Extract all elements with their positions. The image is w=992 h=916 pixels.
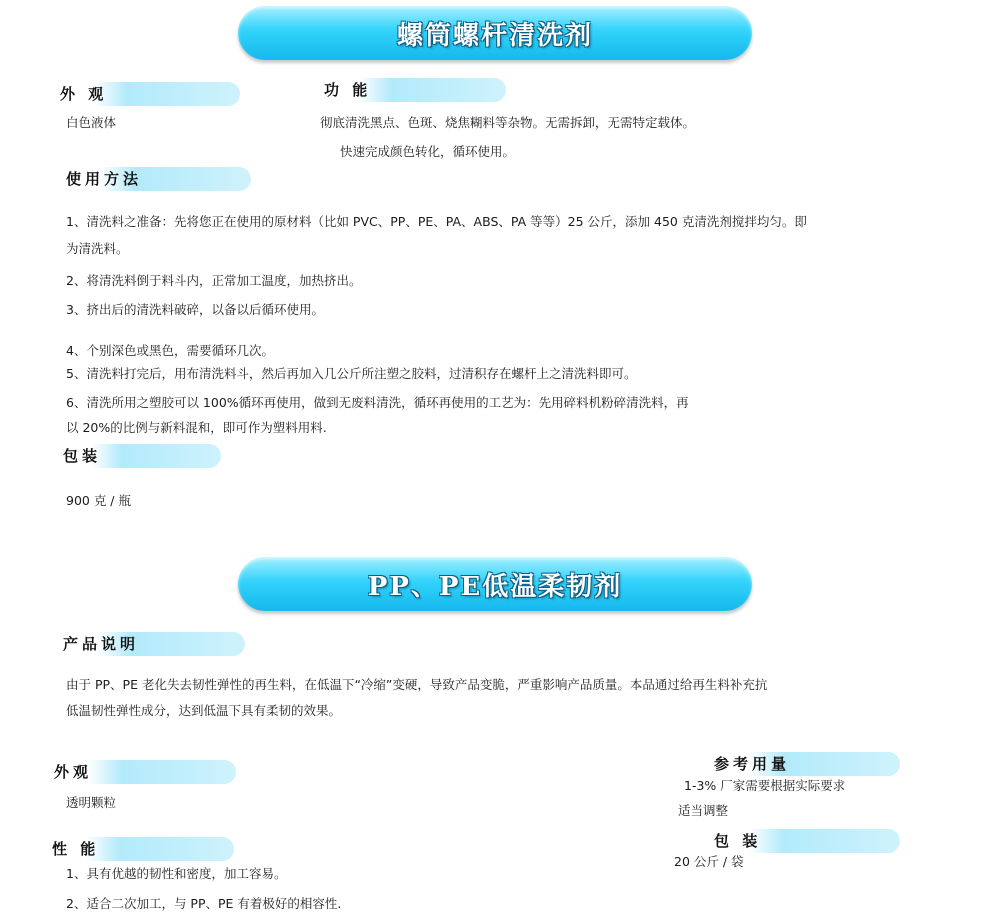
usage-step-1: 1、清洗料之准备：先将您正在使用的原材料（比如 PVC、PP、PE、PA、ABS、PA 等等）25 公斤，添加 450 克清洗剂搅拌均匀。即: [66, 214, 807, 229]
usage-step-4: 4、个别深色或黑色，需要循环几次。: [66, 343, 274, 358]
description-line1: 由于 PP、PE 老化失去韧性弹性的再生料，在低温下“冷缩”变硬，导致产品变脆，严重影响产品质量。本品通过给再生料补充抗: [66, 677, 768, 692]
usage-step-6: 6、清洗所用之塑胶可以 100%循环再使用，做到无废料清洗，循环再使用的工艺为：先用碎料机粉碎清洗料，再: [66, 395, 689, 410]
function-text-line2: 快速完成颜色转化，循环使用。: [340, 144, 516, 159]
package-text: 900 克 / 瓶: [66, 493, 131, 508]
properties-heading: 性 能: [44, 837, 234, 861]
product-title-banner: 螺筒螺杆清洗剂: [238, 6, 752, 60]
usage-step-3: 3、挤出后的清洗料破碎，以备以后循环使用。: [66, 302, 324, 317]
package-heading-2: 包 装: [706, 829, 900, 853]
dosage-line2: 适当调整: [678, 803, 729, 818]
product-title-banner-2: PP、PE低温柔韧剂: [238, 557, 752, 611]
appearance-text: 白色液体: [66, 115, 117, 130]
usage-step-5: 5、清洗料打完后，用布清洗料斗，然后再加入几公斤所注塑之胶料，过清积存在螺杆上之清洗料即可。: [66, 366, 637, 381]
properties-item-1: 1、具有优越的韧性和密度，加工容易。: [66, 866, 287, 881]
usage-step-6-cont: 以 20%的比例与新料混和，即可作为塑料用料.: [66, 420, 327, 435]
function-text-line1: 彻底清洗黑点、色斑、烧焦糊料等杂物。无需拆卸，无需特定载体。: [320, 115, 696, 130]
properties-item-2: 2、适合二次加工，与 PP、PE 有着极好的相容性.: [66, 896, 342, 911]
description-heading: 产品说明: [55, 632, 245, 656]
appearance-text-2: 透明颗粒: [66, 795, 117, 810]
package-text-2: 20 公斤 / 袋: [674, 854, 744, 869]
appearance-heading-2: 外观: [46, 760, 236, 784]
usage-step-1-cont: 为清洗料。: [66, 241, 129, 256]
package-heading: 包装: [55, 444, 221, 468]
appearance-heading: 外 观: [52, 82, 240, 106]
usage-step-2: 2、将清洗料倒于料斗内，正常加工温度，加热挤出。: [66, 273, 362, 288]
dosage-heading: 参考用量: [706, 752, 900, 776]
dosage-line1: 1-3% 厂家需要根据实际要求: [684, 778, 846, 793]
function-heading: 功 能: [316, 78, 506, 102]
description-line2: 低温韧性弹性成分，达到低温下具有柔韧的效果。: [66, 703, 342, 718]
usage-heading: 使用方法: [58, 167, 251, 191]
